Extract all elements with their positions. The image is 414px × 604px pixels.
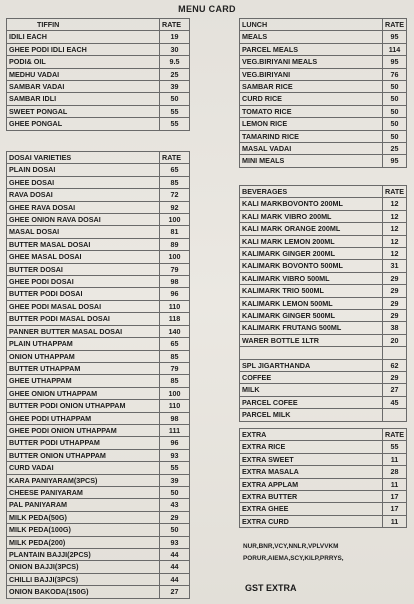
beverages-item-row (240, 409, 407, 421)
dosai-item-name: CHEESE PANIYARAM (7, 486, 160, 498)
extra-item-rate: 11 (383, 453, 407, 465)
tiffin-body (7, 31, 190, 130)
lunch-item-name: SAMBAR RICE (240, 81, 383, 93)
dosai-item-rate: 96 (160, 288, 190, 300)
dosai-item-row (7, 486, 190, 498)
dosai-item-name: ONION BAKODA(150G) (7, 586, 160, 598)
dosai-item-rate: 100 (160, 214, 190, 226)
extra-header: EXTRA (240, 429, 383, 441)
extra-item-rate: 11 (383, 515, 407, 527)
beverages-item-rate: 12 (383, 248, 407, 260)
dosai-item-row (7, 164, 190, 176)
dosai-item-name: PAL PANIYARAM (7, 499, 160, 511)
beverages-item-name: KALI MARKBOVONTO 200ML (240, 198, 383, 210)
extra-body (240, 441, 407, 528)
dosai-item-name: ONION UTHAPPAM (7, 350, 160, 362)
lunch-rate-header: RATE (383, 19, 407, 31)
dosai-item-rate: 110 (160, 400, 190, 412)
beverages-item-name: KALIMARK FRUTANG 500ML (240, 322, 383, 334)
dosai-item-rate: 44 (160, 561, 190, 573)
lunch-item-row (240, 143, 407, 155)
beverages-item-name: KALIMARK GINGER 200ML (240, 248, 383, 260)
dosai-header-row (7, 152, 190, 164)
tiffin-item-row (7, 93, 190, 105)
beverages-item-row (240, 359, 407, 371)
dosai-item-name: PLAIN DOSAI (7, 164, 160, 176)
beverages-item-rate: 29 (383, 310, 407, 322)
dosai-item-rate: 93 (160, 449, 190, 461)
beverages-item-name: KALIMARK LEMON 500ML (240, 297, 383, 309)
dosai-item-name: GHEE ONION UTHAPPAM (7, 387, 160, 399)
beverages-item-name: KALI MARK VIBRO 200ML (240, 210, 383, 222)
beverages-item-row (240, 235, 407, 247)
dosai-item-row (7, 325, 190, 337)
extra-item-name: EXTRA SWEET (240, 453, 383, 465)
dosai-item-row (7, 474, 190, 486)
beverages-item-name: KALIMARK TRIO 500ML (240, 285, 383, 297)
beverages-item-rate: 29 (383, 285, 407, 297)
beverages-rate-header: RATE (383, 186, 407, 198)
tiffin-item-name: PODI& OIL (7, 56, 160, 68)
dosai-item-name: PLANTAIN BAJJI(2PCS) (7, 549, 160, 561)
lunch-item-name: TOMATO RICE (240, 105, 383, 117)
dosai-item-row (7, 561, 190, 573)
beverages-item-row (240, 210, 407, 222)
extra-item-rate: 17 (383, 491, 407, 503)
beverages-item-rate: 31 (383, 260, 407, 272)
lunch-item-name: MINI MEALS (240, 155, 383, 167)
lunch-item-rate: 95 (383, 155, 407, 167)
beverages-item-rate: 27 (383, 384, 407, 396)
dosai-item-rate: 118 (160, 313, 190, 325)
lunch-item-rate: 114 (383, 43, 407, 55)
dosai-item-row (7, 524, 190, 536)
extra-item-name: EXTRA RICE (240, 441, 383, 453)
tiffin-item-rate: 30 (160, 43, 190, 55)
extra-item-rate: 11 (383, 478, 407, 490)
lunch-item-row (240, 43, 407, 55)
lunch-item-row (240, 155, 407, 167)
tiffin-item-name: SWEET PONGAL (7, 105, 160, 117)
dosai-item-name: BUTTER DOSAI (7, 263, 160, 275)
branch-codes-line-2: PORUR,AIEMA,SCY,KILP,PRRYS, (243, 555, 344, 562)
lunch-item-rate: 50 (383, 118, 407, 130)
dosai-item-row (7, 462, 190, 474)
tiffin-rate-header: RATE (160, 19, 190, 31)
lunch-item-name: MASAL VADAI (240, 143, 383, 155)
beverages-item-row (240, 396, 407, 408)
beverages-item-rate: 62 (383, 359, 407, 371)
lunch-item-name: LEMON RICE (240, 118, 383, 130)
extra-table (239, 428, 407, 528)
tiffin-item-row (7, 56, 190, 68)
dosai-item-row (7, 350, 190, 362)
beverages-item-row (240, 297, 407, 309)
beverages-item-name: COFFEE (240, 372, 383, 384)
dosai-item-row (7, 424, 190, 436)
dosai-item-name: KARA PANIYARAM(3PCS) (7, 474, 160, 486)
dosai-item-row (7, 338, 190, 350)
dosai-item-row (7, 586, 190, 598)
dosai-item-name: RAVA DOSAI (7, 189, 160, 201)
dosai-item-rate: 93 (160, 536, 190, 548)
tiffin-item-rate: 9.5 (160, 56, 190, 68)
extra-item-rate: 17 (383, 503, 407, 515)
tiffin-item-row (7, 68, 190, 80)
extra-item-row (240, 515, 407, 527)
tiffin-item-rate: 55 (160, 118, 190, 130)
lunch-item-rate: 95 (383, 31, 407, 43)
tiffin-item-row (7, 105, 190, 117)
lunch-item-row (240, 81, 407, 93)
tiffin-header: TIFFIN (7, 19, 160, 31)
dosai-item-name: GHEE PODI DOSAI (7, 276, 160, 288)
beverages-item-row (240, 322, 407, 334)
tiffin-item-row (7, 31, 190, 43)
tiffin-item-name: IDILI EACH (7, 31, 160, 43)
lunch-item-row (240, 31, 407, 43)
dosai-rate-header: RATE (160, 152, 190, 164)
dosai-header: DOSAI VARIETIES (7, 152, 160, 164)
dosai-item-rate: 96 (160, 437, 190, 449)
beverages-item-rate: 29 (383, 297, 407, 309)
beverages-item-row (240, 334, 407, 346)
tiffin-item-rate: 50 (160, 93, 190, 105)
dosai-item-name: BUTTER PODI MASAL DOSAI (7, 313, 160, 325)
dosai-body (7, 164, 190, 598)
beverages-item-row (240, 372, 407, 384)
tiffin-table (6, 18, 190, 131)
beverages-item-name: KALIMARK VIBRO 500ML (240, 272, 383, 284)
dosai-item-rate: 55 (160, 462, 190, 474)
lunch-item-name: TAMARIND RICE (240, 130, 383, 142)
dosai-item-row (7, 226, 190, 238)
lunch-item-row (240, 56, 407, 68)
dosai-item-name: BUTTER PODI UTHAPPAM (7, 437, 160, 449)
extra-rate-header: RATE (383, 429, 407, 441)
dosai-item-rate: 89 (160, 238, 190, 250)
dosai-item-name: BUTTER UTHAPPAM (7, 362, 160, 374)
dosai-item-rate: 79 (160, 362, 190, 374)
dosai-item-rate: 44 (160, 573, 190, 585)
dosai-item-row (7, 313, 190, 325)
tiffin-item-name: SAMBAR VADAI (7, 81, 160, 93)
dosai-item-row (7, 362, 190, 374)
extra-header-row (240, 429, 407, 441)
lunch-header-row (240, 19, 407, 31)
dosai-item-rate: 92 (160, 201, 190, 213)
beverages-item-name: MILK (240, 384, 383, 396)
extra-item-row (240, 466, 407, 478)
dosai-item-row (7, 412, 190, 424)
extra-item-rate: 55 (383, 441, 407, 453)
dosai-item-name: BUTTER PODI ONION UTHAPPAM (7, 400, 160, 412)
dosai-item-row (7, 400, 190, 412)
dosai-item-rate: 85 (160, 350, 190, 362)
dosai-item-row (7, 549, 190, 561)
lunch-item-rate: 25 (383, 143, 407, 155)
dosai-item-name: BUTTER ONION UTHAPPAM (7, 449, 160, 461)
dosai-item-name: BUTTER MASAL DOSAI (7, 238, 160, 250)
branch-codes-line-1: NUR,BNR,VCY,NNLR,VPLVVKM (243, 543, 339, 550)
dosai-item-name: CHILLI BAJJI(3PCS) (7, 573, 160, 585)
dosai-item-rate: 85 (160, 176, 190, 188)
beverages-item-rate (383, 347, 407, 359)
tiffin-item-row (7, 43, 190, 55)
lunch-item-rate: 76 (383, 68, 407, 80)
dosai-item-row (7, 201, 190, 213)
dosai-item-rate: 72 (160, 189, 190, 201)
lunch-item-name: PARCEL MEALS (240, 43, 383, 55)
extra-item-name: EXTRA CURD (240, 515, 383, 527)
dosai-item-rate: 81 (160, 226, 190, 238)
tiffin-item-row (7, 118, 190, 130)
beverages-item-rate (383, 409, 407, 421)
dosai-item-name: PANNER BUTTER MASAL DOSAI (7, 325, 160, 337)
dosai-item-name: ONION BAJJI(3PCS) (7, 561, 160, 573)
beverages-header: BEVERAGES (240, 186, 383, 198)
lunch-item-rate: 50 (383, 130, 407, 142)
tiffin-item-name: GHEE PODI IDLI EACH (7, 43, 160, 55)
dosai-item-name: MASAL DOSAI (7, 226, 160, 238)
dosai-item-row (7, 176, 190, 188)
lunch-item-rate: 50 (383, 93, 407, 105)
dosai-item-rate: 27 (160, 586, 190, 598)
beverages-item-row (240, 384, 407, 396)
beverages-item-rate: 29 (383, 272, 407, 284)
dosai-item-row (7, 251, 190, 263)
dosai-item-row (7, 536, 190, 548)
dosai-item-name: CURD VADAI (7, 462, 160, 474)
beverages-item-rate: 12 (383, 235, 407, 247)
dosai-item-row (7, 437, 190, 449)
dosai-item-rate: 43 (160, 499, 190, 511)
beverages-item-row (240, 198, 407, 210)
beverages-item-name: KALIMARK GINGER 500ML (240, 310, 383, 322)
dosai-item-rate: 50 (160, 486, 190, 498)
dosai-item-row (7, 573, 190, 585)
dosai-item-rate: 65 (160, 164, 190, 176)
lunch-item-rate: 50 (383, 105, 407, 117)
dosai-item-row (7, 263, 190, 275)
gst-extra-note: GST EXTRA (245, 583, 297, 593)
dosai-item-rate: 140 (160, 325, 190, 337)
lunch-item-row (240, 105, 407, 117)
extra-item-name: EXTRA GHEE (240, 503, 383, 515)
beverages-header-row (240, 186, 407, 198)
beverages-item-row (240, 285, 407, 297)
dosai-item-rate: 44 (160, 549, 190, 561)
dosai-item-name: GHEE DOSAI (7, 176, 160, 188)
lunch-header: LUNCH (240, 19, 383, 31)
dosai-item-name: GHEE RAVA DOSAI (7, 201, 160, 213)
beverages-item-rate: 38 (383, 322, 407, 334)
dosai-item-row (7, 375, 190, 387)
dosai-item-name: GHEE PODI ONION UTHAPPAM (7, 424, 160, 436)
dosai-item-row (7, 499, 190, 511)
lunch-item-rate: 95 (383, 56, 407, 68)
dosai-item-name: MILK PEDA(50G) (7, 511, 160, 523)
dosai-item-row (7, 300, 190, 312)
tiffin-item-name: GHEE PONGAL (7, 118, 160, 130)
tiffin-item-rate: 25 (160, 68, 190, 80)
dosai-item-name: GHEE PODI MASAL DOSAI (7, 300, 160, 312)
dosai-item-name: GHEE MASAL DOSAI (7, 251, 160, 263)
lunch-body (240, 31, 407, 167)
beverages-item-row (240, 248, 407, 260)
beverages-item-rate: 12 (383, 210, 407, 222)
tiffin-item-name: SAMBAR IDLI (7, 93, 160, 105)
tiffin-header-row (7, 19, 190, 31)
beverages-table (239, 185, 407, 422)
dosai-item-name: GHEE PODI UTHAPPAM (7, 412, 160, 424)
beverages-item-name: KALI MARK ORANGE 200ML (240, 223, 383, 235)
dosai-item-rate: 100 (160, 251, 190, 263)
beverages-body (240, 198, 407, 421)
dosai-item-row (7, 189, 190, 201)
beverages-item-row (240, 272, 407, 284)
dosai-item-row (7, 387, 190, 399)
dosai-item-rate: 85 (160, 375, 190, 387)
dosai-item-rate: 65 (160, 338, 190, 350)
tiffin-item-rate: 55 (160, 105, 190, 117)
extra-item-row (240, 453, 407, 465)
beverages-item-rate: 20 (383, 334, 407, 346)
beverages-item-name (240, 347, 383, 359)
beverages-item-rate: 12 (383, 198, 407, 210)
beverages-item-rate: 29 (383, 372, 407, 384)
extra-item-name: EXTRA MASALA (240, 466, 383, 478)
tiffin-item-rate: 19 (160, 31, 190, 43)
branch-codes (243, 541, 411, 565)
tiffin-item-row (7, 81, 190, 93)
dosai-item-row (7, 276, 190, 288)
extra-item-name: EXTRA BUTTER (240, 491, 383, 503)
dosai-item-name: MILK PEDA(100G) (7, 524, 160, 536)
tiffin-item-name: MEDHU VADAI (7, 68, 160, 80)
extra-item-rate: 28 (383, 466, 407, 478)
beverages-item-name: PARCEL COFEE (240, 396, 383, 408)
tiffin-item-rate: 39 (160, 81, 190, 93)
lunch-item-name: VEG.BIRIYANI MEALS (240, 56, 383, 68)
dosai-item-row (7, 511, 190, 523)
beverages-item-row (240, 260, 407, 272)
lunch-table (239, 18, 407, 168)
beverages-item-name: PARCEL MILK (240, 409, 383, 421)
extra-item-row (240, 503, 407, 515)
extra-item-row (240, 478, 407, 490)
beverages-item-name: KALIMARK BOVONTO 500ML (240, 260, 383, 272)
lunch-item-row (240, 118, 407, 130)
extra-item-name: EXTRA APPLAM (240, 478, 383, 490)
beverages-item-rate: 12 (383, 223, 407, 235)
lunch-item-name: MEALS (240, 31, 383, 43)
dosai-item-rate: 98 (160, 276, 190, 288)
lunch-item-row (240, 68, 407, 80)
dosai-item-row (7, 449, 190, 461)
dosai-item-name: MILK PEDA(200) (7, 536, 160, 548)
extra-item-row (240, 441, 407, 453)
dosai-item-rate: 50 (160, 524, 190, 536)
dosai-table (6, 151, 190, 599)
extra-item-row (240, 491, 407, 503)
lunch-item-name: CURD RICE (240, 93, 383, 105)
lunch-item-row (240, 93, 407, 105)
dosai-item-row (7, 214, 190, 226)
beverages-item-row (240, 347, 407, 359)
dosai-item-rate: 39 (160, 474, 190, 486)
dosai-item-rate: 98 (160, 412, 190, 424)
dosai-item-rate: 111 (160, 424, 190, 436)
beverages-item-name: WARER BOTTLE 1LTR (240, 334, 383, 346)
dosai-item-rate: 100 (160, 387, 190, 399)
beverages-item-name: KALI MARK LEMON 200ML (240, 235, 383, 247)
beverages-item-row (240, 223, 407, 235)
dosai-item-rate: 110 (160, 300, 190, 312)
beverages-item-rate: 45 (383, 396, 407, 408)
lunch-item-name: VEG.BIRIYANI (240, 68, 383, 80)
beverages-item-row (240, 310, 407, 322)
lunch-item-row (240, 130, 407, 142)
dosai-item-name: GHEE UTHAPPAM (7, 375, 160, 387)
dosai-item-rate: 29 (160, 511, 190, 523)
menu-title: MENU CARD (178, 4, 236, 14)
beverages-item-name: SPL JIGARTHANDA (240, 359, 383, 371)
dosai-item-rate: 79 (160, 263, 190, 275)
dosai-item-name: GHEE ONION RAVA DOSAI (7, 214, 160, 226)
dosai-item-row (7, 288, 190, 300)
lunch-item-rate: 50 (383, 81, 407, 93)
dosai-item-row (7, 238, 190, 250)
dosai-item-name: BUTTER PODI DOSAI (7, 288, 160, 300)
dosai-item-name: PLAIN UTHAPPAM (7, 338, 160, 350)
